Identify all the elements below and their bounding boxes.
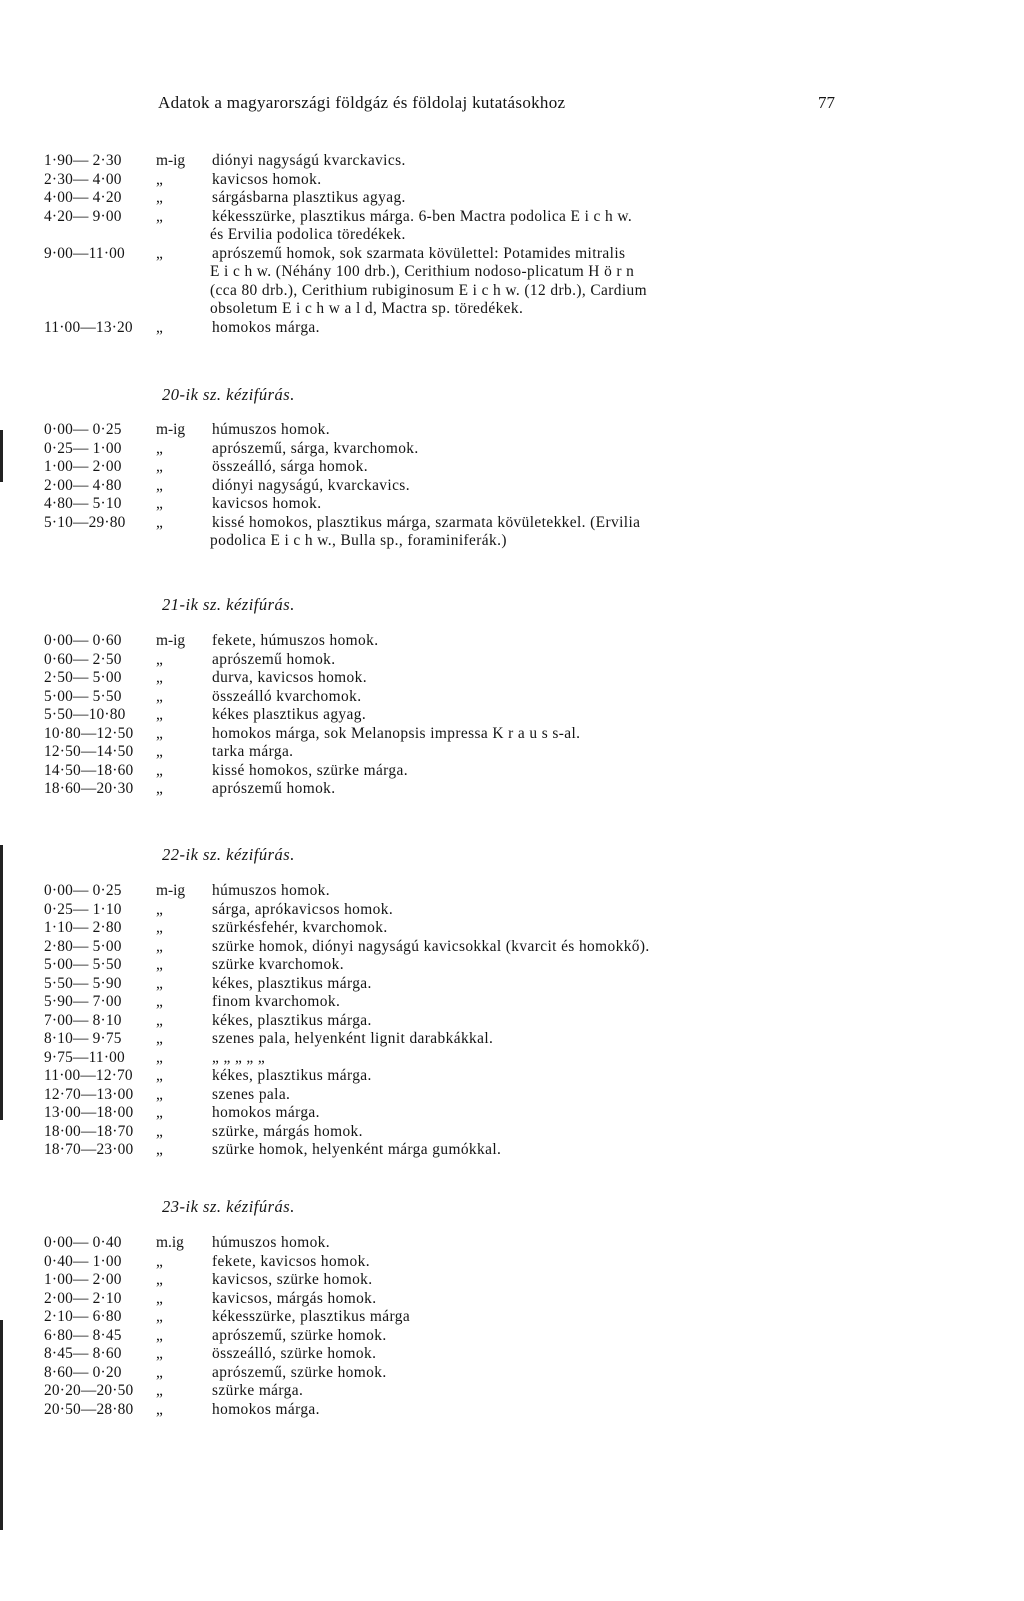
log-row: 18·60—20·30 „ aprószemű homok.	[44, 780, 336, 797]
log-row: 0·00— 0·40 m.ig húmuszos homok.	[44, 1234, 331, 1251]
log-row: 8·60— 0·20 „ aprószemű, szürke homok.	[44, 1363, 387, 1381]
log-row: 5·10—29·80 „ kissé homokos, plasztikus márga, szarmata kövületekkel. (Ervilia	[44, 513, 641, 531]
log-row: 0·00— 0·60 m-ig fekete, húmuszos homok.	[44, 632, 379, 649]
log-row-continuation: E i c h w. (Néhány 100 drb.), Cerithium nodoso-plicatum H ö r n	[210, 263, 635, 280]
log-section-continued	[44, 152, 1004, 337]
log-row: 12·50—14·50 „ tarka márga.	[44, 743, 294, 760]
log-row: 18·00—18·70 „ szürke, márgás homok.	[44, 1122, 363, 1140]
log-row: 1·90— 2·30 m-ig diónyi nagyságú kvarckavics.	[44, 152, 406, 169]
log-row: 4·20— 9·00 „ kékesszürke, plasztikus márga. 6-ben Mactra podolica E i c h w.	[44, 207, 633, 225]
log-row: 9·75—11·00 „ „ „ „ „ „	[44, 1048, 266, 1066]
log-row-continuation: (cca 80 drb.), Cerithium rubiginosum E i c h w. (12 drb.), Cardium	[210, 281, 648, 299]
section-heading: 22-ik sz. kézifúrás.	[162, 845, 295, 864]
log-row: 8·10— 9·75 „ szenes pala, helyenként lignit darabkákkal.	[44, 1030, 494, 1047]
running-title: Adatok a magyarországi földgáz és földolaj kutatásokhoz	[158, 93, 566, 112]
log-row: 10·80—12·50 „ homokos márga, sok Melanopsis impressa K r a u s s-al.	[44, 724, 581, 742]
log-row: 1·00— 2·00 „ összeálló, sárga homok.	[44, 458, 368, 475]
log-row: 0·00— 0·25 m-ig húmuszos homok.	[44, 882, 331, 899]
log-row: 11·00—13·20 „ homokos márga.	[44, 318, 320, 336]
log-row: 5·50— 5·90 „ kékes, plasztikus márga.	[44, 974, 372, 992]
log-row: 2·50— 5·00 „ durva, kavicsos homok.	[44, 669, 367, 686]
log-row: 0·60— 2·50 „ aprószemű homok.	[44, 650, 336, 668]
log-row: 20·20—20·50 „ szürke márga.	[44, 1382, 304, 1399]
log-row: 9·00—11·00 „ aprószemű homok, sok szarmata kövülettel: Potamides mitralis	[44, 244, 626, 262]
log-row-continuation: podolica E i c h w., Bulla sp., foraminiferák.)	[210, 532, 507, 549]
log-row: 12·70—13·00 „ szenes pala.	[44, 1085, 291, 1103]
scan-edge-mark	[0, 1320, 3, 1530]
log-row: 8·45— 8·60 „ összeálló, szürke homok.	[44, 1345, 377, 1362]
log-row: 2·00— 2·10 „ kavicsos, márgás homok.	[44, 1289, 377, 1307]
log-row: 4·80— 5·10 „ kavicsos homok.	[44, 495, 322, 512]
scan-edge-mark	[0, 845, 3, 1120]
log-row: 1·00— 2·00 „ kavicsos, szürke homok.	[44, 1271, 373, 1288]
log-row: 5·90— 7·00 „ finom kvarchomok.	[44, 993, 341, 1010]
log-row: 0·25— 1·10 „ sárga, aprókavicsos homok.	[44, 900, 394, 918]
log-row: 7·00— 8·10 „ kékes, plasztikus márga.	[44, 1011, 372, 1029]
log-row: 0·40— 1·00 „ fekete, kavicsos homok.	[44, 1252, 370, 1270]
scan-edge-mark	[0, 430, 3, 482]
log-row: 6·80— 8·45 „ aprószemű, szürke homok.	[44, 1326, 387, 1344]
log-row: 1·10— 2·80 „ szürkésfehér, kvarchomok.	[44, 919, 388, 936]
section-heading: 20-ik sz. kézifúrás.	[162, 385, 295, 404]
log-row-continuation: és Ervilia podolica töredékek.	[210, 226, 406, 243]
log-row: 2·80— 5·00 „ szürke homok, diónyi nagyságú kavicsokkal (kvarcit és homokkő).	[44, 937, 650, 955]
section-heading: 21-ik sz. kézifúrás.	[162, 595, 295, 614]
log-section-23	[44, 1234, 1004, 1419]
log-row: 0·00— 0·25 m-ig húmuszos homok.	[44, 421, 331, 438]
log-row: 5·00— 5·50 „ szürke kvarchomok.	[44, 956, 344, 973]
log-row: 13·00—18·00 „ homokos márga.	[44, 1104, 320, 1121]
log-section-21	[44, 632, 1004, 799]
log-row: 20·50—28·80 „ homokos márga.	[44, 1400, 320, 1418]
page-number: 77	[818, 93, 835, 112]
section-heading: 23-ik sz. kézifúrás.	[162, 1197, 295, 1216]
log-row: 14·50—18·60 „ kissé homokos, szürke márga.	[44, 761, 408, 779]
log-row: 18·70—23·00 „ szürke homok, helyenként márga gumókkal.	[44, 1141, 502, 1158]
log-row: 5·50—10·80 „ kékes plasztikus agyag.	[44, 706, 367, 723]
log-row: 0·25— 1·00 „ aprószemű, sárga, kvarchomok.	[44, 439, 419, 457]
log-row-continuation: obsoletum E i c h w a l d, Mactra sp. töredékek.	[210, 300, 524, 317]
log-row: 2·10— 6·80 „ kékesszürke, plasztikus márga	[44, 1308, 411, 1325]
log-row: 11·00—12·70 „ kékes, plasztikus márga.	[44, 1067, 372, 1084]
log-row: 5·00— 5·50 „ összeálló kvarchomok.	[44, 687, 362, 705]
log-row: 4·00— 4·20 „ sárgásbarna plasztikus agyag.	[44, 189, 406, 206]
log-section-20	[44, 421, 1004, 551]
log-row: 2·00— 4·80 „ diónyi nagyságú, kvarckavics.	[44, 476, 410, 494]
log-row: 2·30— 4·00 „ kavicsos homok.	[44, 170, 322, 188]
log-section-22	[44, 882, 1004, 1160]
